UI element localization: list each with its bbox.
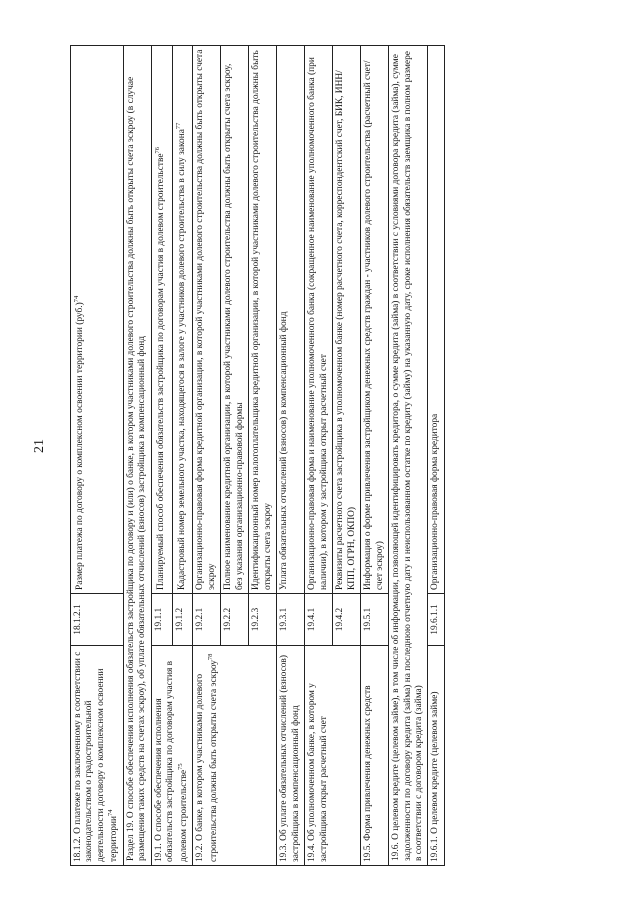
disclosure-table-body — [71, 46, 445, 866]
item-description — [71, 46, 124, 594]
item-code-text: 19.3.1 — [279, 607, 290, 632]
item-description-text: Организационно-правовая форма кредитной организации, в которой участниками долевого строительства должны быть открыты счета эскроу — [195, 49, 217, 590]
footnote-ref: 74 — [73, 295, 80, 303]
subsection-cell — [71, 646, 124, 866]
item-code — [305, 594, 333, 646]
item-description-text: Кадастровый номер земельного участка, находящегося в залоге у участников долевого строительства в силу закона — [176, 129, 187, 590]
footnote-ref: 77 — [174, 122, 182, 130]
subsection-cell-text: 19.2. О банке, в котором участниками долевого строительства должны быть открыты счета эскроу — [195, 660, 220, 862]
item-code — [172, 594, 193, 646]
subsection-cell — [277, 646, 305, 866]
subsection-cell-text: 19.3. Об уплате обязательных отчислений (взносов) застройщика в компенсационный фонд — [279, 655, 301, 862]
subsection-cell — [193, 646, 277, 866]
item-description-text: Информация о форме привлечения застройщиком денежных средств граждан - участников долевого строительства (расчетный счет/счет эскроу) — [363, 60, 385, 590]
item-description — [428, 46, 444, 594]
footnote-ref: 75 — [176, 763, 184, 770]
section-header: 19.6. О целевом кредите (целевом займе), в том числе об информации, позволяющей идентифицировать кредитора, о сумме кредита (займа) в соответствии с условиями договора кредита (займа), сумме задолженности по договору кредита (займа) на последнюю отчетную дату и неиспользованном остатке по кредиту (займу) на указанную дату, сроке исполнения обязательств заемщика в полном размере в соответствии с договором кредита (займа) — [389, 46, 428, 866]
subsection-cell-text: 19.6.1. О целевом кредите (целевом займе) — [430, 691, 441, 862]
subsection-cell — [151, 646, 193, 866]
item-description — [151, 46, 172, 594]
item-description — [305, 46, 333, 594]
item-code — [221, 594, 249, 646]
disclosure-table — [70, 45, 445, 866]
table-row — [361, 46, 389, 866]
item-description — [249, 46, 277, 594]
item-description-text: Планируемый способ обеспечения обязательств застройщика по договорам участия в долевом строительстве — [156, 153, 167, 590]
item-code-text: 19.1.2 — [174, 607, 185, 632]
item-description-text: Реквизиты расчетного счета застройщика в уполномоченном банке (номер расчетного счета, корреспондентский счет, БИК, ИНН/КПП, ОГРН, ОКПО) — [335, 70, 357, 590]
table-row — [151, 46, 172, 866]
table-row — [71, 46, 124, 866]
item-code-text: 19.2.1 — [195, 607, 206, 632]
item-description-text: Размер платежа по договору о комплексном освоении территории (руб.) — [75, 302, 86, 590]
item-code — [361, 594, 389, 646]
footnote-ref: 76 — [153, 147, 161, 154]
subsection-cell — [361, 646, 389, 866]
item-code-text: 19.2.3 — [251, 607, 262, 632]
subsection-cell-text: 19.1. О способе обеспечения исполнения обязательств застройщика по договорам участия в долевом строительстве — [153, 660, 189, 862]
item-description-text: Уплата обязательных отчислений (взносов) в компенсационный фонд — [279, 311, 290, 590]
item-code — [193, 594, 221, 646]
table-row — [277, 46, 305, 866]
footnote-ref: 74 — [107, 809, 115, 816]
section-header-row — [389, 46, 428, 866]
item-description-text: Организационно-правовая форма кредитора — [430, 413, 441, 590]
footnote-ref: 78 — [206, 653, 214, 661]
section-header: Раздел 19. О способе обеспечения исполнения обязательств застройщика по договору и (или) о банке, в котором участниками долевого строительства должны быть открыты счета эскроу (в случае размещения таких средств на счетах эскроу), об уплате обязательных отчислений (взносов) застройщика в компенсационный фонд — [124, 46, 152, 866]
item-description-text: Идентификационный номер налогоплательщика кредитной организации, в которой участниками долевого строительства должны быть открыты счета эскроу — [251, 50, 273, 590]
table-row — [428, 46, 444, 866]
table-row — [305, 46, 333, 866]
item-description — [172, 46, 193, 594]
subsection-cell-text: 19.5. Форма привлечения денежных средств — [363, 685, 374, 862]
item-code — [277, 594, 305, 646]
item-code — [71, 594, 124, 646]
item-code-text: 19.2.2 — [223, 607, 234, 632]
item-description-text: Организационно-правовая форма и наименование уполномоченного банка (сокращенное наименование уполномоченного банка (при наличии), в котором у застройщика открыт расчетный счет — [307, 57, 329, 590]
table-row — [193, 46, 221, 866]
item-description — [277, 46, 305, 594]
subsection-cell — [305, 646, 361, 866]
rotated-document-sheet — [70, 46, 540, 866]
item-code — [333, 594, 361, 646]
item-description-text: Полное наименование кредитной организации, в которой участниками долевого строительства должны быть открыты счета эскроу, без указания организационно-правовой формы — [223, 63, 245, 590]
item-code-text: 19.1.1 — [153, 607, 164, 632]
item-code — [151, 594, 172, 646]
item-description — [193, 46, 221, 594]
item-code-text: 19.4.1 — [307, 607, 318, 632]
item-description — [221, 46, 249, 594]
item-code — [428, 594, 444, 646]
item-description — [333, 46, 361, 594]
subsection-cell-text: 19.4. Об уполномоченном банке, в котором у застройщика открыт расчетный счет — [307, 683, 329, 862]
item-code-text: 19.5.1 — [363, 607, 374, 632]
item-code-text: 19.6.1.1 — [430, 604, 441, 635]
subsection-cell — [428, 646, 444, 866]
item-description — [361, 46, 389, 594]
item-code-text: 19.4.2 — [335, 607, 346, 632]
page-number: 21 — [32, 439, 47, 453]
item-code — [249, 594, 277, 646]
section-header-row — [124, 46, 152, 866]
item-code-text: 18.1.2.1 — [73, 604, 83, 635]
subsection-cell-text: 18.1.2. О платеже по заключенному в соответствии с законодательством о градостроительной деятельности договору о комплексном освоении территории — [73, 651, 120, 862]
